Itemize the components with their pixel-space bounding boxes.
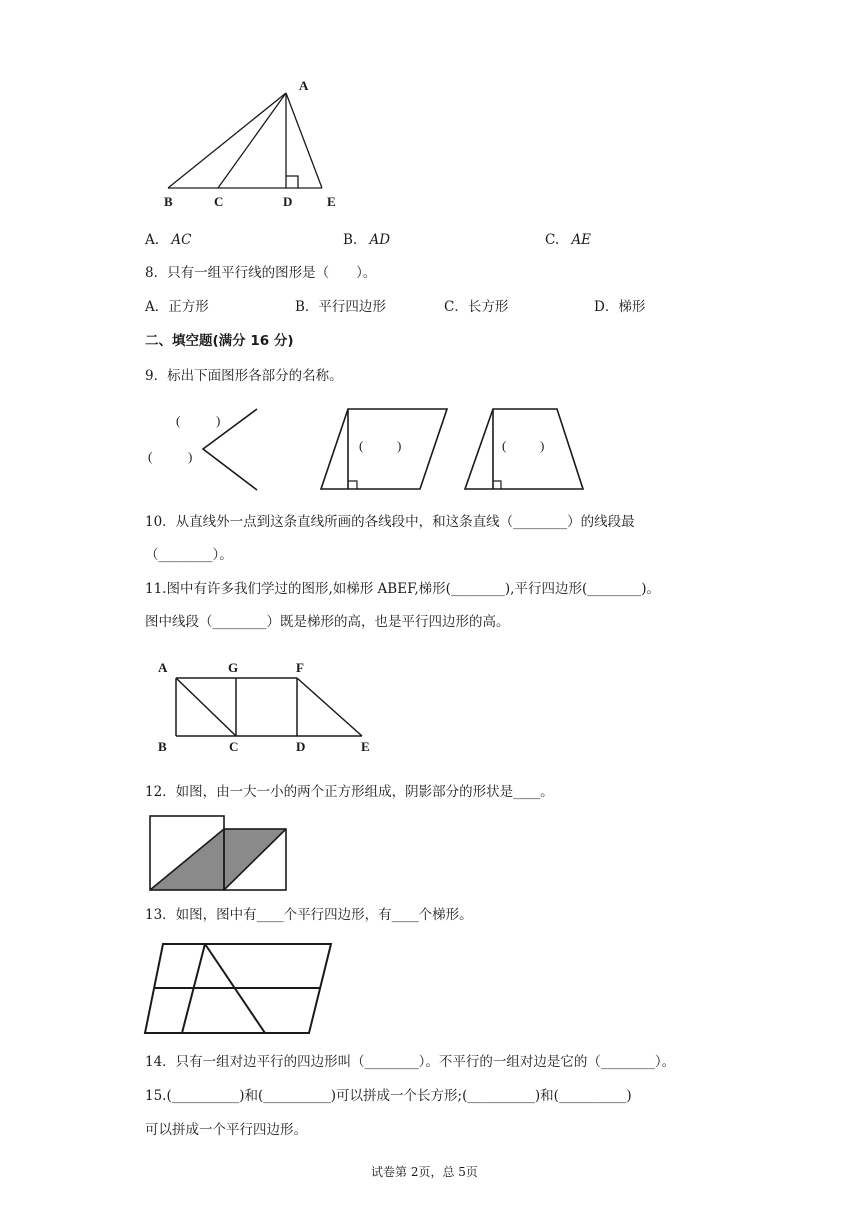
- label-c: C: [229, 739, 239, 754]
- q7-option-a[interactable]: [145, 231, 191, 249]
- q8-option-c[interactable]: C．长方形: [444, 299, 509, 315]
- q12-question: 12．如图，由一大一小的两个正方形组成，阴影部分的形状是____。: [145, 784, 554, 800]
- q13-figure: [0, 935, 860, 1035]
- option-letter: C.: [545, 232, 560, 248]
- blank-side-close: ): [188, 449, 193, 464]
- label-d: D: [283, 194, 293, 209]
- q10-line2: （________）。: [145, 547, 233, 563]
- q7-option-c[interactable]: [545, 231, 591, 249]
- blank-trapezoid-close: ): [540, 438, 545, 453]
- label-e: E: [361, 739, 370, 754]
- label-b: B: [158, 739, 167, 754]
- blank-parallelogram-close: ): [397, 438, 402, 453]
- q7-option-b[interactable]: [343, 231, 390, 249]
- blank-parallelogram-open: (: [359, 438, 364, 453]
- option-value: AC: [171, 232, 192, 248]
- section-title: 二、填空题(满分 16 分): [145, 333, 294, 349]
- label-c: C: [214, 194, 224, 209]
- q10-line1: 10．从直线外一点到这条直线所画的各线段中，和这条直线（________）的线段最: [145, 514, 635, 530]
- q7-triangle-figure: [0, 0, 860, 220]
- page-footer: 试卷第 2页，总 5页: [371, 1165, 478, 1179]
- q9-figures: [0, 395, 860, 515]
- q11-line2: 图中线段（________）既是梯形的高，也是平行四边形的高。: [145, 614, 510, 630]
- q15-line1: 15.(__________)和(__________)可以拼成一个长方形;(__________)和(__________): [145, 1088, 632, 1104]
- label-f: F: [296, 660, 304, 675]
- q15-line2: 可以拼成一个平行四边形。: [145, 1122, 307, 1138]
- q8-option-d[interactable]: D．梯形: [594, 299, 646, 315]
- q8-question: 8．只有一组平行线的图形是（ ）。: [145, 265, 377, 281]
- label-e: E: [327, 194, 336, 209]
- blank-vertex-close: ): [216, 413, 221, 428]
- q9-question: 9．标出下面图形各部分的名称。: [145, 368, 343, 384]
- q8-option-b[interactable]: B．平行四边形: [295, 299, 386, 315]
- q14-question: 14．只有一组对边平行的四边形叫（________）。不平行的一组对边是它的（________）。: [145, 1054, 676, 1070]
- label-g: G: [228, 660, 239, 675]
- label-b: B: [164, 194, 173, 209]
- q11-line1: 11.图中有许多我们学过的图形,如梯形 ABEF,梯形(________),平行四边形(________)。: [145, 581, 660, 597]
- q8-option-a[interactable]: A．正方形: [145, 299, 209, 315]
- option-value: AE: [571, 232, 592, 248]
- q11-figure: [0, 650, 860, 770]
- option-letter: A.: [145, 232, 160, 248]
- option-letter: B.: [343, 232, 358, 248]
- label-a: A: [299, 78, 309, 93]
- q13-question: 13．如图，图中有____个平行四边形，有____个梯形。: [145, 907, 473, 923]
- q12-figure: [0, 810, 860, 900]
- label-d: D: [296, 739, 306, 754]
- option-value: AD: [369, 232, 391, 248]
- blank-side-open: (: [148, 449, 153, 464]
- blank-trapezoid-open: (: [502, 438, 507, 453]
- blank-vertex-open: (: [176, 413, 181, 428]
- label-a: A: [158, 660, 168, 675]
